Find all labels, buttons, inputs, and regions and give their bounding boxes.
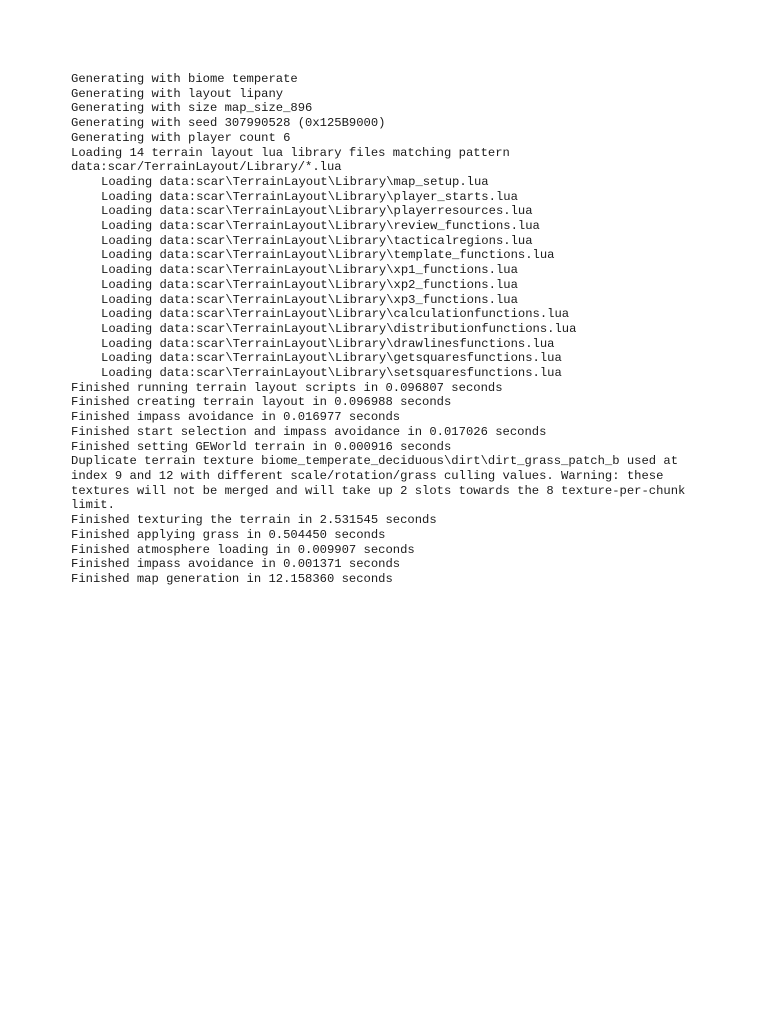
- log-line: Finished running terrain layout scripts in 0.096807 seconds: [71, 380, 503, 395]
- log-line: Finished atmosphere loading in 0.009907 seconds: [71, 542, 415, 557]
- log-line-indented: Loading data:scar\TerrainLayout\Library\xp2_functions.lua: [101, 277, 518, 292]
- log-line-indented: Loading data:scar\TerrainLayout\Library\xp1_functions.lua: [101, 263, 518, 278]
- log-line: Loading 14 terrain layout lua library files matching pattern: [71, 145, 510, 160]
- log-line-indented: Loading data:scar\TerrainLayout\Library\xp3_functions.lua: [101, 292, 518, 307]
- log-line: Finished start selection and impass avoidance in 0.017026 seconds: [71, 424, 547, 439]
- log-line-indented: Loading data:scar\TerrainLayout\Library\getsquaresfunctions.lua: [101, 351, 562, 366]
- log-line: Generating with biome temperate: [71, 72, 298, 86]
- log-line-indented: Loading data:scar\TerrainLayout\Library\setsquaresfunctions.lua: [101, 366, 562, 381]
- log-line-indented: Loading data:scar\TerrainLayout\Library\template_functions.lua: [101, 248, 555, 263]
- log-line-indented: Loading data:scar\TerrainLayout\Library\calculationfunctions.lua: [101, 307, 570, 322]
- log-line-indented: Loading data:scar\TerrainLayout\Library\player_starts.lua: [101, 189, 518, 204]
- log-line: Generating with player count 6: [71, 130, 291, 145]
- log-line: Generating with size map_size_896: [71, 101, 313, 116]
- log-line-indented: Loading data:scar\TerrainLayout\Library\playerresources.lua: [101, 204, 533, 219]
- log-line: Finished texturing the terrain in 2.531545 seconds: [71, 513, 437, 528]
- log-line: Finished setting GEWorld terrain in 0.000916 seconds: [71, 439, 452, 454]
- log-line: Generating with layout lipany: [71, 86, 284, 101]
- log-line: Finished creating terrain layout in 0.096988 seconds: [71, 395, 452, 410]
- log-line: Finished impass avoidance in 0.001371 seconds: [71, 557, 401, 572]
- log-line-indented: Loading data:scar\TerrainLayout\Library\map_setup.lua: [101, 174, 489, 189]
- log-line: Generating with seed 307990528 (0x125B9000): [71, 116, 386, 131]
- log-line-warning: Duplicate terrain texture biome_temperate_deciduous\dirt\dirt_grass_patch_b used at index 9 and 12 with different scale/rotation/grass culling values. Warning: these textures will not be merged and will take up 2 slots towards the 8 texture-per-chunk limit.: [71, 454, 686, 513]
- log-line-indented: Loading data:scar\TerrainLayout\Library\review_functions.lua: [101, 219, 540, 234]
- log-line: data:scar/TerrainLayout/Library/*.lua: [71, 160, 342, 175]
- log-line: Finished applying grass in 0.504450 seconds: [71, 527, 386, 542]
- log-line: Finished map generation in 12.158360 seconds: [71, 571, 393, 586]
- log-line-indented: Loading data:scar\TerrainLayout\Library\tacticalregions.lua: [101, 233, 533, 248]
- log-line: Finished impass avoidance in 0.016977 seconds: [71, 410, 401, 425]
- log-output: [71, 72, 711, 587]
- log-line-indented: Loading data:scar\TerrainLayout\Library\distributionfunctions.lua: [101, 321, 577, 336]
- log-line-indented: Loading data:scar\TerrainLayout\Library\drawlinesfunctions.lua: [101, 336, 555, 351]
